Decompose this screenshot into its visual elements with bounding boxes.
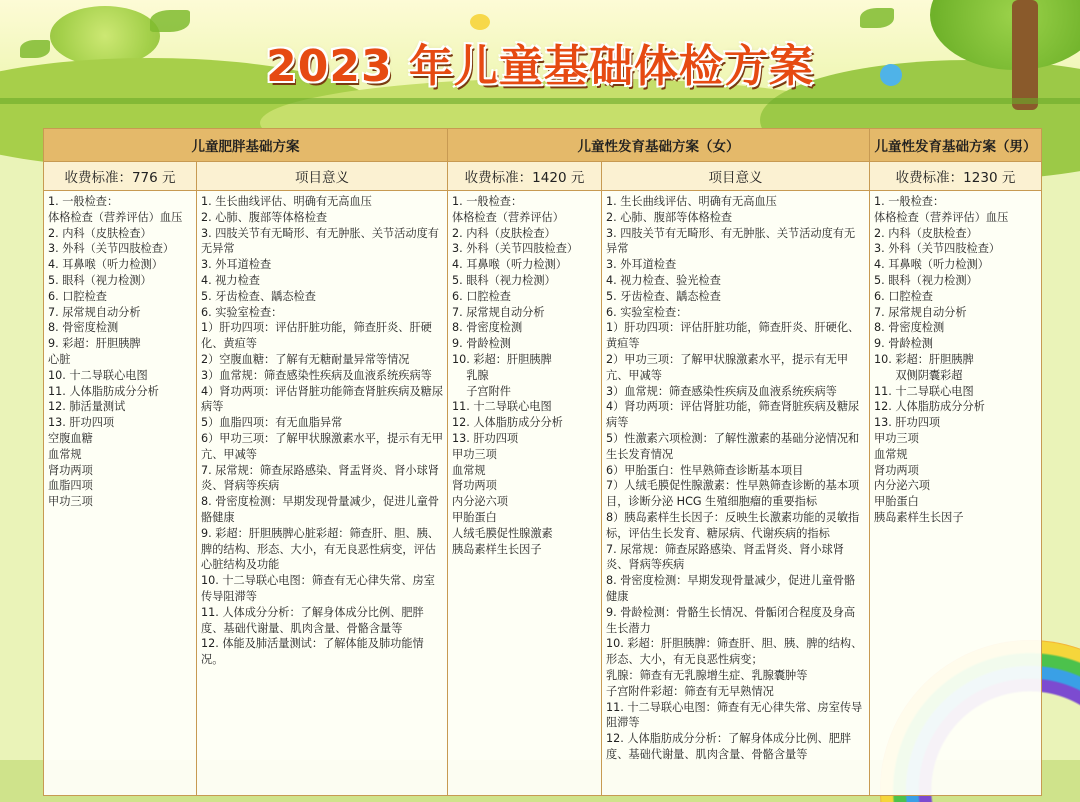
list-item: 6）甲功三项：了解甲状腺激素水平，提示有无甲亢、甲减等 <box>201 431 444 461</box>
list-item: 1. 生长曲线评估、明确有无高血压 <box>201 195 372 208</box>
list-item: 3. 外耳道检查 <box>606 258 677 272</box>
list-item: 5. 眼科（视力检测） <box>452 273 556 287</box>
list-item: 1. 一般检查： <box>452 195 523 208</box>
plan-male-items <box>870 191 1041 526</box>
list-item: 体格检查（营养评估）血压 <box>48 210 183 224</box>
list-item: 4. 耳鼻喉（听力检测） <box>48 258 163 272</box>
list-item: 9. 彩超：肝胆胰脾心脏彩超：筛查肝、胆、胰、脾的结构、形态、大小，有无良恶性病变，评估心脏结构及功能 <box>201 526 439 572</box>
plan-male-name: 儿童性发育基础方案（男） <box>870 129 1042 162</box>
list-item: 5. 牙齿检查、龋态检查 <box>606 289 721 303</box>
plan-obesity-meanings <box>197 191 447 668</box>
plan-female-meanings-cell <box>602 191 870 796</box>
list-item: 11. 十二导联心电图 <box>452 400 552 414</box>
list-item: 10. 十二导联心电图：筛查有无心律失常、房室传导阻滞等 <box>201 574 435 603</box>
list-item: 10. 彩超：肝胆胰脾：筛查肝、胆、胰、脾的结构、形态、大小，有无良恶性病变； <box>606 637 863 667</box>
list-item: 甲胎蛋白 <box>452 510 497 524</box>
list-item: 8. 骨密度检测：早期发现骨量减少，促进儿童骨骼健康 <box>201 495 439 524</box>
list-item: 胰岛素样生长因子 <box>452 542 542 556</box>
list-item: 3）血常规：筛查感染性疾病及血液系统疾病等 <box>201 368 432 382</box>
plan-name-row <box>44 129 1042 162</box>
list-item: 8. 骨密度检测 <box>452 321 523 335</box>
list-item: 内分泌六项 <box>874 479 930 493</box>
list-item: 1）肝功四项：评估肝脏功能，筛查肝炎、肝硬化、黄疸等 <box>201 321 432 351</box>
list-item: 血常规 <box>48 447 82 461</box>
list-item: 1）肝功四项：评估肝脏功能，筛查肝炎、肝硬化、黄疸等 <box>606 321 860 351</box>
list-item: 5. 眼科（视力检测） <box>48 273 152 287</box>
list-item: 体格检查（营养评估）血压 <box>874 210 1009 224</box>
list-item: 2. 心肺、腹部等体格检查 <box>606 210 733 224</box>
plan-female-items-cell <box>448 191 602 796</box>
list-item: 血脂四项 <box>48 479 93 493</box>
list-item: 3）血常规：筛查感染性疾病及血液系统疾病等 <box>606 384 837 398</box>
list-item: 4. 视力检查、验光检查 <box>606 273 721 287</box>
list-item: 6）甲胎蛋白：性早熟筛查诊断基本项目 <box>606 463 804 477</box>
list-item: 11. 人体脂肪成分分析 <box>48 384 159 398</box>
list-item: 1. 生长曲线评估、明确有无高血压 <box>606 195 777 208</box>
list-item: 5）性激素六项检测：了解性激素的基础分泌情况和生长发育情况 <box>606 431 860 461</box>
list-item: 双侧阴囊彩超 <box>874 368 963 382</box>
list-item: 13. 肝功四项 <box>874 416 941 430</box>
list-item: 内分泌六项 <box>452 495 508 509</box>
plan-male-items-cell <box>870 191 1042 796</box>
list-item: 1. 一般检查： <box>874 195 945 208</box>
list-item: 2. 心肺、腹部等体格检查 <box>201 210 328 224</box>
page-title: 2023 年儿童基础体检方案 <box>266 41 814 92</box>
plan-obesity-meaning-header: 项目意义 <box>197 162 448 191</box>
list-item: 人绒毛膜促性腺激素 <box>452 526 553 540</box>
list-item: 3. 外科（关节四肢检查） <box>48 242 175 256</box>
fee-row <box>44 162 1042 191</box>
list-item: 8）胰岛素样生长因子：反映生长激素功能的灵敏指标，评估生长发育、糖尿病、代谢疾病的指标 <box>606 510 860 540</box>
list-item: 12. 人体脂肪成分分析 <box>452 416 563 430</box>
list-item: 10. 十二导联心电图 <box>48 368 148 382</box>
list-item: 4. 耳鼻喉（听力检测） <box>452 258 567 272</box>
list-item: 11. 十二导联心电图 <box>874 384 974 398</box>
list-item: 5）血脂四项：有无血脂异常 <box>201 416 343 430</box>
list-item: 肾功两项 <box>874 463 919 477</box>
list-item: 6. 口腔检查 <box>874 289 933 303</box>
list-item: 6. 实验室检查： <box>606 305 688 319</box>
list-item: 3. 四肢关节有无畸形、有无肿胀、关节活动度有无异常 <box>201 226 439 256</box>
list-item: 血常规 <box>452 463 486 477</box>
list-item: 10. 彩超：肝胆胰脾 <box>452 352 552 366</box>
plan-obesity-items-cell <box>44 191 197 796</box>
list-item: 12. 人体脂肪成分分析 <box>874 400 985 414</box>
list-item: 7. 尿常规自动分析 <box>874 305 967 319</box>
list-item: 7）人绒毛膜促性腺激素：性早熟筛查诊断的基本项目，诊断分泌 HCG 生殖细胞瘤的重要指标 <box>606 479 860 509</box>
list-item: 3. 外科（关节四肢检查） <box>452 242 579 256</box>
list-item: 2. 内科（皮肤检查） <box>48 226 152 240</box>
plan-table <box>43 128 1042 796</box>
list-item: 12. 肺活量测试 <box>48 400 126 414</box>
list-item: 6. 口腔检查 <box>48 289 107 303</box>
list-item: 肾功两项 <box>48 463 93 477</box>
list-item: 7. 尿常规自动分析 <box>452 305 545 319</box>
plan-female-items <box>448 191 601 557</box>
list-item: 1. 一般检查： <box>48 195 119 208</box>
list-item: 6. 实验室检查： <box>201 305 283 319</box>
list-item: 乳腺：筛查有无乳腺增生症、乳腺囊肿等 <box>606 668 808 682</box>
list-item: 体格检查（营养评估） <box>452 210 564 224</box>
list-item: 6. 口腔检查 <box>452 289 511 303</box>
plan-obesity-meanings-cell <box>197 191 448 796</box>
list-item: 9. 彩超：肝胆胰脾 <box>48 337 141 351</box>
list-item: 甲功三项 <box>48 495 93 509</box>
list-item: 心脏 <box>48 352 71 366</box>
list-item: 空腹血糖 <box>48 431 93 445</box>
list-item: 4. 耳鼻喉（听力检测） <box>874 258 989 272</box>
list-item: 11. 十二导联心电图：筛查有无心律失常、房室传导阻滞等 <box>606 700 863 730</box>
list-item: 血常规 <box>874 447 908 461</box>
list-item: 9. 骨龄检测 <box>874 337 933 351</box>
list-item: 2. 内科（皮肤检查） <box>874 226 978 240</box>
list-item: 11. 人体成分分析：了解身体成分比例、肥胖度、基础代谢量、肌肉含量、骨骼含量等 <box>201 605 424 635</box>
list-item: 12. 人体脂肪成分分析：了解身体成分比例、肥胖度、基础代谢量、肌肉含量、骨骼含量等 <box>606 732 852 761</box>
list-item: 子宫附件 <box>452 384 511 398</box>
list-item: 10. 彩超：肝胆胰脾 <box>874 352 974 366</box>
list-item: 4）肾功两项：评估肾脏功能筛查肾脏疾病及糖尿病等 <box>201 384 444 414</box>
list-item: 9. 骨龄检测 <box>452 337 511 351</box>
list-item: 7. 尿常规自动分析 <box>48 305 141 319</box>
list-item: 5. 牙齿检查、龋态检查 <box>201 289 316 303</box>
list-item: 5. 眼科（视力检测） <box>874 273 978 287</box>
list-item: 2）空腹血糖：了解有无糖耐量异常等情况 <box>201 352 410 366</box>
plan-female-fee: 收费标准：1420 元 <box>448 162 602 191</box>
list-item: 8. 骨密度检测 <box>874 321 945 335</box>
content-row <box>44 191 1042 796</box>
list-item: 4. 视力检查 <box>201 273 260 287</box>
list-item: 4）肾功两项：评估肾脏功能，筛查肾脏疾病及糖尿病等 <box>606 400 860 430</box>
plan-obesity-items <box>44 191 196 510</box>
plan-female-name: 儿童性发育基础方案（女） <box>448 129 870 162</box>
list-item: 甲功三项 <box>452 447 497 461</box>
list-item: 3. 四肢关节有无畸形、有无肿胀、关节活动度有无异常 <box>606 226 856 256</box>
list-item: 乳腺 <box>452 368 489 382</box>
list-item: 甲功三项 <box>874 431 919 445</box>
plan-female-meaning-header: 项目意义 <box>602 162 870 191</box>
list-item: 肾功两项 <box>452 479 497 493</box>
list-item: 7. 尿常规：筛查尿路感染、肾盂肾炎、肾小球肾炎、肾病等疾病 <box>606 542 844 572</box>
list-item: 8. 骨密度检测：早期发现骨量减少，促进儿童骨骼健康 <box>606 574 856 603</box>
list-item: 13. 肝功四项 <box>452 431 519 445</box>
list-item: 子宫附件彩超：筛查有无早熟情况 <box>606 684 774 698</box>
list-item: 3. 外科（关节四肢检查） <box>874 242 1001 256</box>
list-item: 7. 尿常规：筛查尿路感染、肾盂肾炎、肾小球肾炎、肾病等疾病 <box>201 463 439 493</box>
plan-obesity-fee: 收费标准：776 元 <box>44 162 197 191</box>
list-item: 胰岛素样生长因子 <box>874 510 964 524</box>
list-item: 8. 骨密度检测 <box>48 321 119 335</box>
plan-female-meanings <box>602 191 869 763</box>
list-item: 2. 内科（皮肤检查） <box>452 226 556 240</box>
plan-obesity-name: 儿童肥胖基础方案 <box>44 129 448 162</box>
list-item: 9. 骨龄检测：骨骼生长情况、骨骺闭合程度及身高生长潜力 <box>606 605 856 635</box>
list-item: 甲胎蛋白 <box>874 495 919 509</box>
list-item: 12. 体能及肺活量测试：了解体能及肺功能情况。 <box>201 637 424 667</box>
list-item: 2）甲功三项：了解甲状腺激素水平，提示有无甲亢、甲减等 <box>606 352 849 382</box>
list-item: 3. 外耳道检查 <box>201 258 272 272</box>
list-item: 13. 肝功四项 <box>48 416 115 430</box>
plan-male-fee: 收费标准：1230 元 <box>870 162 1042 191</box>
